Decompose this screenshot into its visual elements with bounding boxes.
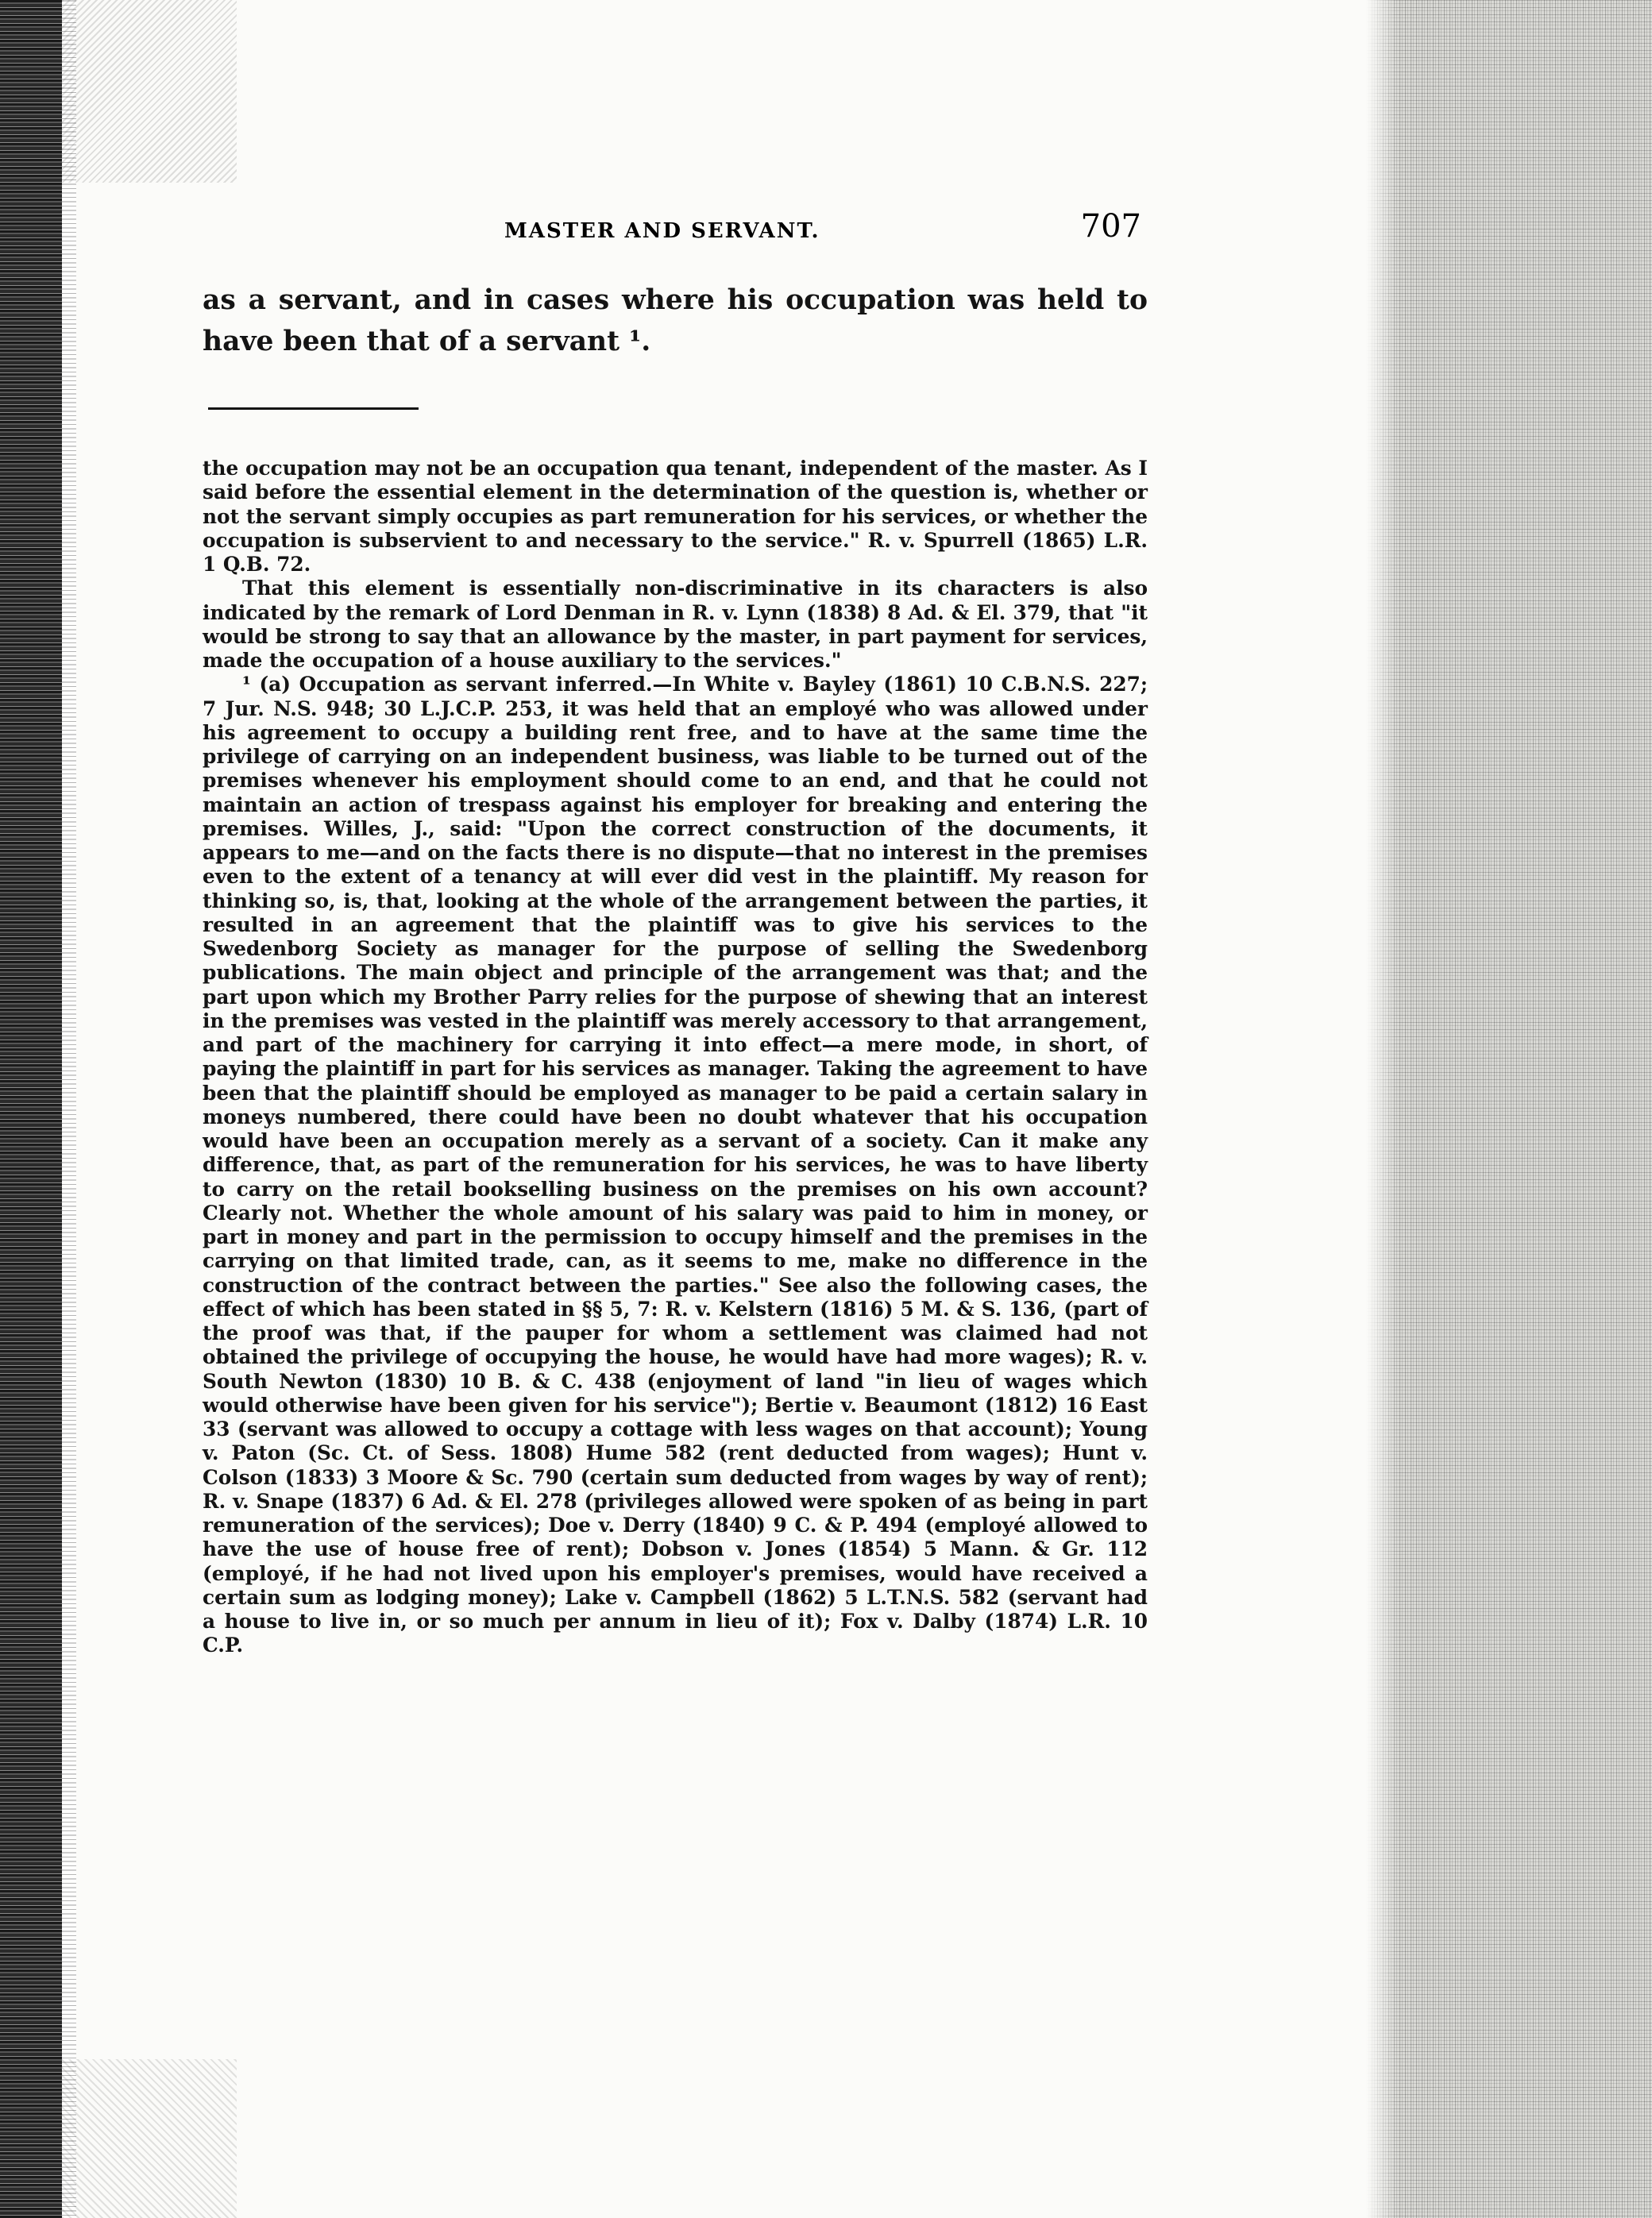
footnotes xyxy=(203,457,1148,1658)
footnote-continuation: the occupation may not be an occupation qua tenant, independent of the master. As I said before the essential element in the determination of the question is, whether or not the servant simply occupies as part remuneration for his services, or whether the occupation is subservient to and necessary to the service." R. v. Spurrell (1865) L.R. 1 Q.B. 72. xyxy=(203,457,1148,576)
scan-border-right xyxy=(1366,0,1652,2218)
body-text: as a servant, and in cases where his occupation was held to have been that of a servant ¹. xyxy=(203,284,1148,357)
scan-noise-top-left xyxy=(62,0,237,183)
footnote-separator xyxy=(208,407,419,410)
footnote-1a: ¹ (a) Occupation as servant inferred.—In White v. Bayley (1861) 10 C.B.N.S. 227; 7 Jur. N.S. 948; 30 L.J.C.P. 253, it was held that an employé who was allowed under his agreement to occupy a building rent free, and to have at the same time the privilege of carrying on an independent business, was liable to be turned out of the premises whenever his employment should come to an end, and that he could not maintain an action of trespass against his employer for breaking and entering the premises. Willes, J., said: "Upon the correct construction of the documents, it appears to me—and on the facts there is no dispute—that no interest in the premises even to the extent of a tenancy at will ever did vest in the plaintiff. My reason for thinking so, is, that, looking at the whole of the arrangement between the parties, it resulted in an agreement that the plaintiff was to give his services to the Swedenborg Society as manager for the purpose of selling the Swedenborg publications. The main object and principle of the arrangement was that; and the part upon which my Brother Parry relies for the purpose of shewing that an interest in the premises was vested in the plaintiff was merely accessory to that arrangement, and part of the machinery for carrying it into effect—a mere mode, in short, of paying the plaintiff in part for his services as manager. Taking the agreement to have been that the plaintiff should be employed as manager to be paid a certain salary in moneys numbered, there could have been no doubt whatever that his occupation would have been an occupation merely as a servant of a society. Can it make any difference, that, as part of the remuneration for his services, he was to have liberty to carry on the retail bookselling business on the premises on his own account? Clearly not. Whether the whole amount of his salary was paid to him in money, or part in money and part in the permission to occupy himself and the premises in the carrying on that limited trade, can, as it seems to me, make no difference in the construction of the contract between the parties." See also the following cases, the effect of which has been stated in §§ 5, 7: R. v. Kelstern (1816) 5 M. & S. 136, (part of the proof was that, if the pauper for whom a settlement was claimed had not obtained the privilege of occupying the house, he would have had more wages); R. v. South Newton (1830) 10 B. & C. 438 (enjoyment of land "in lieu of wages which would otherwise have been given for his service"); Bertie v. Beaumont (1812) 16 East 33 (servant was allowed to occupy a cottage with less wages on that account); Young v. Paton (Sc. Ct. of Sess. 1808) Hume 582 (rent deducted from wages); Hunt v. Colson (1833) 3 Moore & Sc. 790 (certain sum deducted from wages by way of rent); R. v. Snape (1837) 6 Ad. & El. 278 (privileges allowed were spoken of as being in part remuneration of the services); Doe v. Derry (1840) 9 C. & P. 494 (employé allowed to have the use of house free of rent); Dobson v. Jones (1854) 5 Mann. & Gr. 112 (employé, if he had not lived upon his employer's premises, would have received a certain sum as lodging money); Lake v. Campbell (1862) 5 L.T.N.S. 582 (servant had a house to live in, or so much per annum in lieu of it); Fox v. Dalby (1874) L.R. 10 C.P. xyxy=(203,673,1148,1657)
footnote-paragraph: That this element is essentially non-discriminative in its characters is also indicated by the remark of Lord Denman in R. v. Lynn (1838) 8 Ad. & El. 379, that "it would be strong to say that an allowance by the master, in part payment for services, made the occupation of a house auxiliary to the services." xyxy=(203,577,1148,672)
running-title: MASTER AND SERVANT. xyxy=(504,219,820,243)
scan-noise-bottom-left xyxy=(62,2059,237,2218)
page-number: 707 xyxy=(1080,208,1141,245)
scan-border-left xyxy=(0,0,62,2218)
running-head xyxy=(199,208,1148,256)
